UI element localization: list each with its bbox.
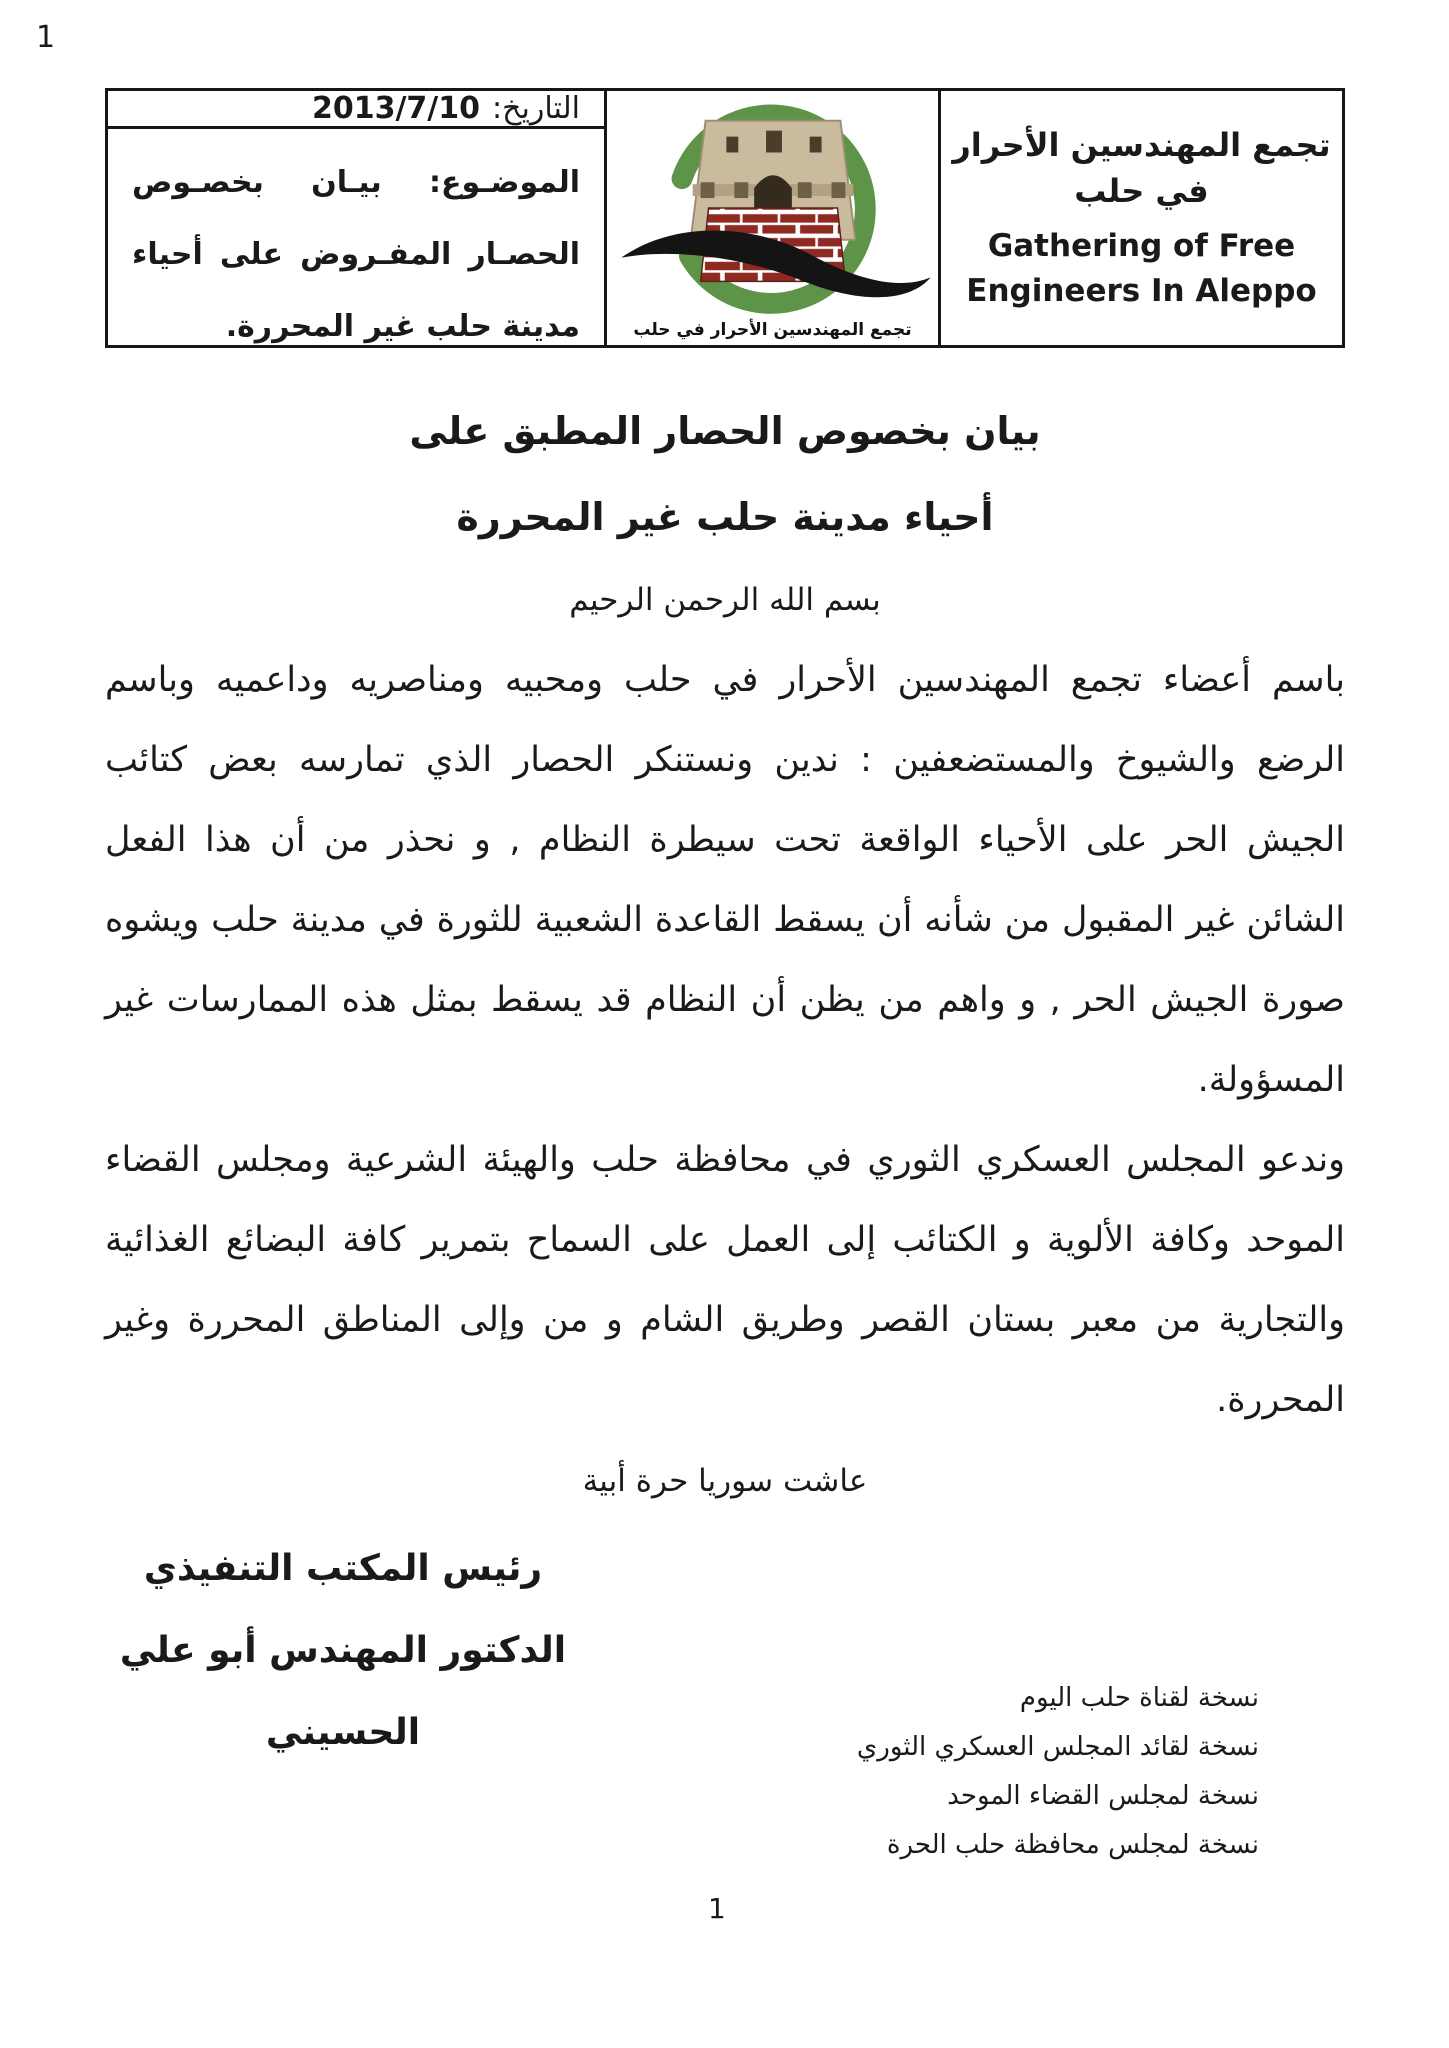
copy-item-1: نسخة لقناة حلب اليوم [1019, 1683, 1259, 1713]
org-name-cell [938, 91, 1342, 345]
slogan-line: عاشت سوريا حرة أبية [582, 1463, 868, 1499]
document-title-line2: أحياء مدينة حلب غير المحررة [456, 495, 994, 539]
basmala-line: بسم الله الرحمن الرحيم [569, 582, 881, 618]
copy-item-2: نسخة لقائد المجلس العسكري الثوري [856, 1732, 1259, 1762]
org-name-arabic: تجمع المهندسين الأحرار في حلب [952, 126, 1331, 210]
signature-title: رئيس المكتب التنفيذي [143, 1548, 543, 1589]
date-value: 2013/7/10 [311, 91, 481, 126]
copies-list [857, 1674, 1259, 1870]
citadel-crescent-logo-icon [609, 93, 937, 325]
logo-caption-text: تجمع المهندسين الأحرار في حلب [633, 320, 912, 340]
signature-name: الدكتور المهندس أبو علي الحسيني [119, 1630, 567, 1753]
org-name-english-line2: Engineers In Aleppo [966, 273, 1317, 309]
copy-item-3: نسخة لمجلس القضاء الموحد [947, 1781, 1259, 1811]
org-name-english-line1: Gathering of Free [987, 228, 1296, 264]
copy-item-4: نسخة لمجلس محافظة حلب الحرة [886, 1830, 1259, 1860]
subject-field: الموضـوع: بيـان بخصـوص الحصـار المفـروض على أحياء مدينة حلب غير المحررة. [132, 165, 580, 344]
signature-block [113, 1528, 573, 1774]
page-number-bottom: 1 [708, 1892, 726, 1925]
org-name-english [966, 224, 1316, 314]
org-logo [604, 91, 938, 345]
date-field [108, 91, 604, 129]
document-title-line1: بيان بخصوص الحصار المطبق على [409, 409, 1041, 453]
document-body [105, 388, 1345, 1774]
meta-cell [108, 91, 604, 345]
paragraph-2: وندعو المجلس العسكري الثوري في محافظة حلب والهيئة الشرعية ومجلس القضاء الموحد وكافة الألوية و الكتائب إلى العمل على السماح بتمرير كافة البضائع الغذائية والتجارية من معبر بستان القصر وطريق الشام و من وإلى المناطق المحررة وغير المحررة. [105, 1140, 1345, 1420]
date-label: التاريخ: [492, 91, 580, 126]
letterhead-table [105, 88, 1345, 348]
paragraph-1: باسم أعضاء تجمع المهندسين الأحرار في حلب ومحبيه ومناصريه وداعميه وباسم الرضع والشيوخ والمستضعفين : ندين ونستنكر الحصار الذي تمارسه بعض كتائب الجيش الحر على الأحياء الواقعة تحت سيطرة النظام , و نحذر من أن هذا الفعل الشائن غير المقبول من شأنه أن يسقط القاعدة الشعبية للثورة في مدينة حلب ويشوه صورة الجيش الحر , و واهم من يظن أن النظام قد يسقط بمثل هذه الممارسات غير المسؤولة. [105, 660, 1345, 1100]
page-number-top: 1 [36, 20, 56, 55]
